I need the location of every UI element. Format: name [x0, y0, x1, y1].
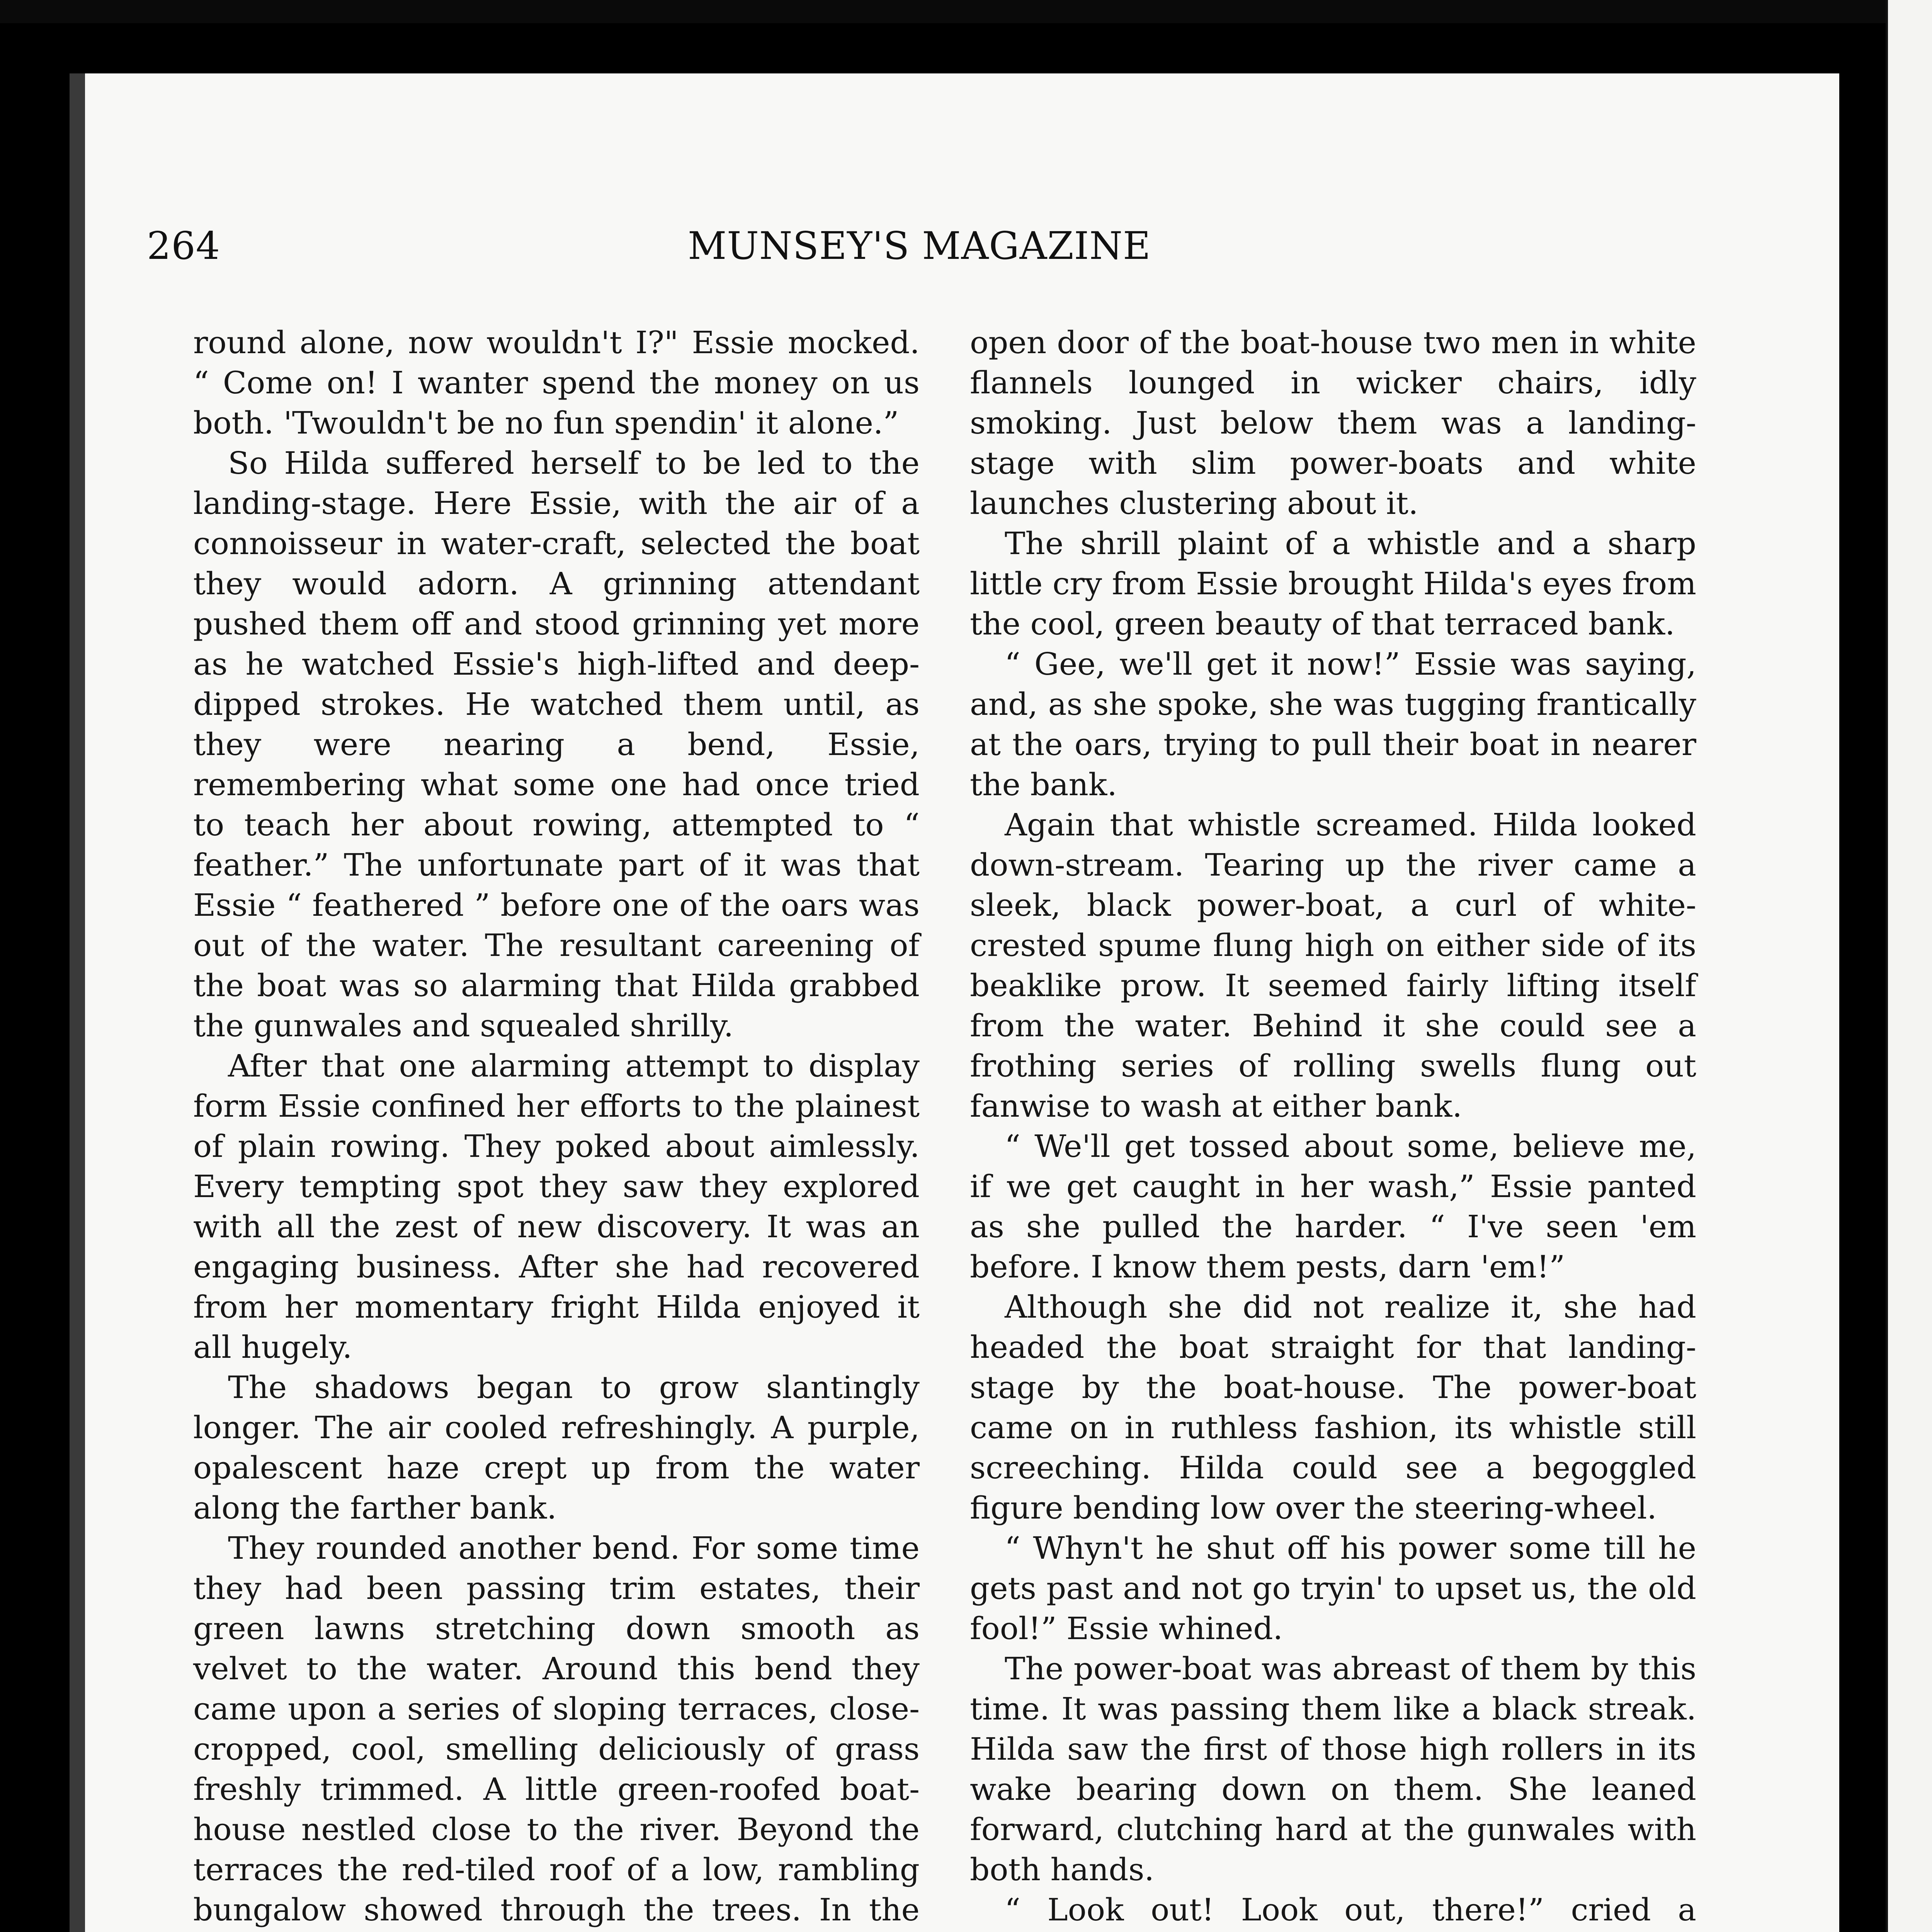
paragraph: The shrill plaint of a whistle and a sharp little cry from Essie brought Hilda's eyes from the cool, green beauty of that terraced bank.: [970, 526, 1696, 642]
page-header: [147, 224, 1692, 274]
paragraph: Although she did not realize it, she had headed the boat straight for that landing-stage by the boat-house. The power-boat came on in ruthless fashion, its whistle still screeching. Hilda could see a begoggled figure bending low over the steering-wheel.: [970, 1289, 1696, 1526]
paragraph: So Hilda suffered herself to be led to the landing-stage. Here Essie, with the air of a connoisseur in water-craft, selected the boat they would adorn. A grinning attendant pushed them off and stood grinning yet more as he watched Essie's high-lifted and deep-dipped strokes. He watched them until, as they were nearing a bend, Essie, remembering what some one had once tried to teach her about rowing, attempted to “ feather.” The unfortunate part of it was that Essie “ feathered ” before one of the oars was out of the water. The resultant careening of the boat was so alarming that Hilda grabbed the gunwales and squealed shrilly.: [193, 445, 920, 1044]
paragraph: “ Look out! Look out, there!” cried a: [1005, 1892, 1696, 1928]
right-column: [970, 323, 1696, 1932]
paragraph: The shadows began to grow slantingly longer. The air cooled refreshingly. A purple, opalescent haze crept up from the water along the farther bank.: [193, 1369, 920, 1526]
paragraph: round alone, now wouldn't I?" Essie mocked. “ Come on! I wanter spend the money on us both. 'Twouldn't be no fun spendin' it alone.”: [193, 325, 920, 441]
facing-page-edge: [1886, 0, 1932, 1932]
page-number: 264: [147, 224, 221, 268]
paragraph: “ Gee, we'll get it now!” Essie was saying, and, as she spoke, she was tugging frantically at the oars, trying to pull their boat in nearer the bank.: [970, 646, 1696, 803]
paragraph: “ We'll get tossed about some, believe me, if we get caught in her wash,” Essie panted as she pulled the harder. “ I've seen 'em before. I know them pests, darn 'em!”: [970, 1128, 1696, 1285]
paragraph: They rounded another bend. For some time they had been passing trim estates, their green lawns stretching down smooth as velvet to the water. Around this bend they came upon a series of sloping terraces, close-cropped, cool, smelling deliciously of grass freshly trimmed. A little green-roofed boat-house nestled close to the river. Beyond the terraces the red-tiled roof of a low, rambling bungalow showed through the trees. In the: [193, 1530, 920, 1928]
running-title: MUNSEY'S MAGAZINE: [688, 224, 1151, 268]
left-column: [193, 323, 920, 1932]
paragraph: open door of the boat-house two men in white flannels lounged in wicker chairs, idly smoking. Just below them was a landing-stage with slim power-boats and white launches clustering about it.: [970, 325, 1696, 521]
paragraph: “ Whyn't he shut off his power some till he gets past and not go tryin' to upset us, the old fool!” Essie whined.: [970, 1530, 1696, 1646]
paragraph: Again that whistle screamed. Hilda looked down-stream. Tearing up the river came a sleek, black power-boat, a curl of white-crested spume flung high on either side of its beaklike prow. It seemed fairly lifting itself from the water. Behind it she could see a frothing series of rolling swells flung out fanwise to wash at either bank.: [970, 807, 1696, 1124]
scan-top-edge: [0, 0, 1932, 23]
paragraph: After that one alarming attempt to display form Essie confined her efforts to the plainest of plain rowing. They poked about aimlessly. Every tempting spot they saw they explored with all the zest of new discovery. It was an engaging business. After she had recovered from her momentary fright Hilda enjoyed it all hugely.: [193, 1048, 920, 1365]
paragraph: The power-boat was abreast of them by this time. It was passing them like a black streak. Hilda saw the first of those high rollers in its wake bearing down on them. She leaned forward, clutching hard at the gunwales with both hands.: [970, 1651, 1696, 1888]
